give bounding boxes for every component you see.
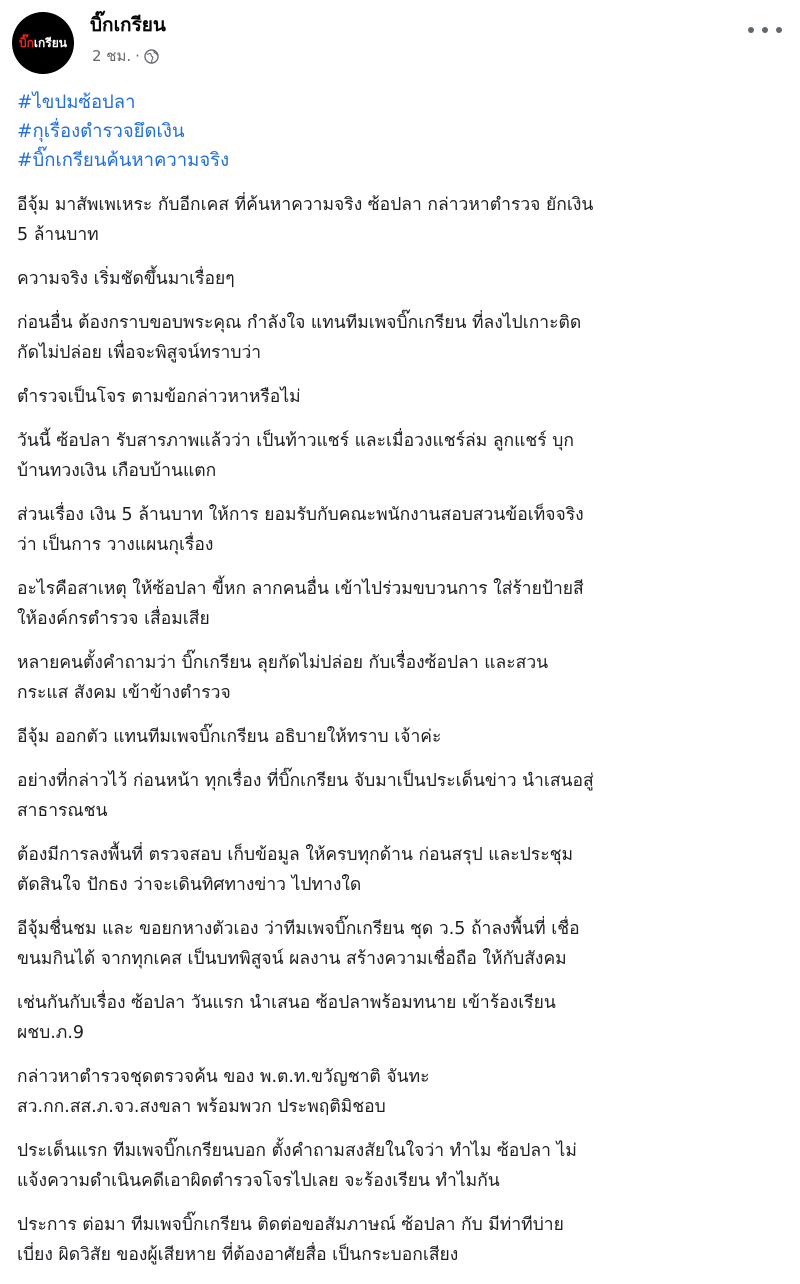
post-line: กระแส สังคม เข้าข้างตำรวจ [17,683,231,703]
page-name[interactable]: บิ๊กเกรียน [90,14,166,36]
post-paragraph [17,766,787,826]
post-line: กัดไม่ปล่อย เพื่อจะพิสูจน์ทราบว่า [17,343,262,363]
post-line: เช่นกันกับเรื่อง ซ้อปลา วันแรก นำเสนอ ซ้อปลาพร้อมทนาย เข้าร้องเรียน [17,993,556,1013]
post-paragraph [17,1136,787,1196]
post-paragraph [17,264,787,294]
post-paragraph [17,722,787,752]
more-options-icon[interactable] [748,20,782,40]
post-line: ขนมกินได้ จากทุกเคส เป็นบทพิสูจน์ ผลงาน สร้างความเชื่อถือ ให้กับสังคม [17,949,567,969]
post-line: ก่อนอื่น ต้องกราบขอบพระคุณ กำลังใจ แทนทีมเพจบิ๊กเกรียน ที่ลงไปเกาะติด [17,313,582,333]
post-line: อีจุ้ม ออกตัว แทนทีมเพจบิ๊กเกรียน อธิบายให้ทราบ เจ้าค่ะ [17,727,442,747]
post-line: อย่างที่กล่าวไว้ ก่อนหน้า ทุกเรื่อง ที่บิ๊กเกรียน จับมาเป็นประเด็นข่าว นำเสนอสู่ [17,771,594,791]
post-paragraph [17,382,787,412]
post-line: เบี่ยง ผิดวิสัย ของผู้เสียหาย ที่ต้องอาศัยสื่อ เป็นกระบอกเสียง [17,1245,459,1265]
post-paragraph [17,426,787,486]
post-line: ว่า เป็นการ วางแผนกุเรื่อง [17,535,214,555]
dot [762,27,768,33]
post-line: หลายคนตั้งคำถามว่า บิ๊กเกรียน ลุยกัดไม่ปล่อย กับเรื่องซ้อปลา และสวน [17,653,549,673]
hashtag-link[interactable]: #บิ๊กเกรียนค้นหาความจริง [17,150,230,171]
post-line: ต้องมีการลงพื้นที่ ตรวจสอบ เก็บข้อมูล ให้ครบทุกด้าน ก่อนสรุป และประชุม [17,845,574,865]
post-header [0,0,800,76]
meta-separator: · [135,47,140,65]
post-paragraph [17,914,787,974]
post-timestamp[interactable]: 2 ชม. [92,47,132,65]
post-line: อีจุ้มชื่นชม และ ขอยกหางตัวเอง ว่าทีมเพจบิ๊กเกรียน ชุด ว.5 ถ้าลงพื้นที่ เชื่อ [17,919,580,939]
avatar[interactable] [12,12,74,74]
post-paragraph [17,190,787,250]
globe-icon [144,49,159,64]
post-line: ความจริง เริ่มชัดขึ้นมาเรื่อยๆ [17,269,235,289]
post-line: วันนี้ ซ้อปลา รับสารภาพแล้วว่า เป็นท้าวแชร์ และเมื่อวงแชร์ล่ม ลูกแชร์ บุก [17,431,574,451]
post-line: ให้องค์กรตำรวจ เสื่อมเสีย [17,609,210,629]
post-paragraph [17,840,787,900]
dot [776,27,782,33]
post-body [17,190,787,1284]
post-paragraph [17,1210,787,1270]
post-paragraph [17,574,787,634]
hashtag-link[interactable]: #ไขปมซ้อปลา [17,92,136,113]
post-meta [92,44,159,68]
post-line: อะไรคือสาเหตุ ให้ซ้อปลา ขี้หก ลากคนอื่น เข้าไปร่วมขบวนการ ใส่ร้ายป้ายสี [17,579,584,599]
post-paragraph [17,308,787,368]
post-line: แจ้งความดำเนินคดีเอาผิดตำรวจโจรไปเลย จะร้องเรียน ทำไมกัน [17,1171,500,1191]
post-paragraph [17,988,787,1048]
post-line: ประเด็นแรก ทีมเพจบิ๊กเกรียนบอก ตั้งคำถามสงสัยในใจว่า ทำไม ซ้อปลา ไม่ [17,1141,577,1161]
post-line: กล่าวหาตำรวจชุดตรวจค้น ของ พ.ต.ท.ขวัญชาติ จันทะ [17,1067,430,1087]
post-line: สาธารณชน [17,801,108,821]
post-line: 5 ล้านบาท [17,225,99,245]
post-line: บ้านทวงเงิน เกือบบ้านแตก [17,461,217,481]
post-line: ตัดสินใจ ปักธง ว่าจะเดินทิศทางข่าว ไปทางใด [17,875,362,895]
post-line: ตำรวจเป็นโจร ตามข้อกล่าวหาหรือไม่ [17,387,301,407]
post-line: ผชบ.ภ.9 [17,1023,85,1043]
post-paragraph [17,500,787,560]
avatar-logo-red: บิ๊ก [19,35,34,50]
post-line: สว.กก.สส.ภ.จว.สงขลา พร้อมพวก ประพฤติมิชอบ [17,1097,386,1117]
post-line: ประการ ต่อมา ทีมเพจบิ๊กเกรียน ติดต่อขอสัมภาษณ์ ซ้อปลา กับ มีท่าทีบ่าย [17,1215,564,1235]
hashtag-list [17,88,229,175]
avatar-logo-text [19,34,67,53]
post-paragraph [17,648,787,708]
hashtag-link[interactable]: #กุเรื่องตำรวจยึดเงิน [17,121,185,142]
dot [748,27,754,33]
post-line: อีจุ้ม มาสัพเพเหระ กับอีกเคส ที่ค้นหาความจริง ซ้อปลา กล่าวหาตำรวจ ยักเงิน [17,195,594,215]
avatar-logo-white: เกรียน [33,35,67,50]
post-line: ส่วนเรื่อง เงิน 5 ล้านบาท ให้การ ยอมรับกับคณะพนักงานสอบสวนข้อเท็จจริง [17,505,584,525]
post-paragraph [17,1062,787,1122]
